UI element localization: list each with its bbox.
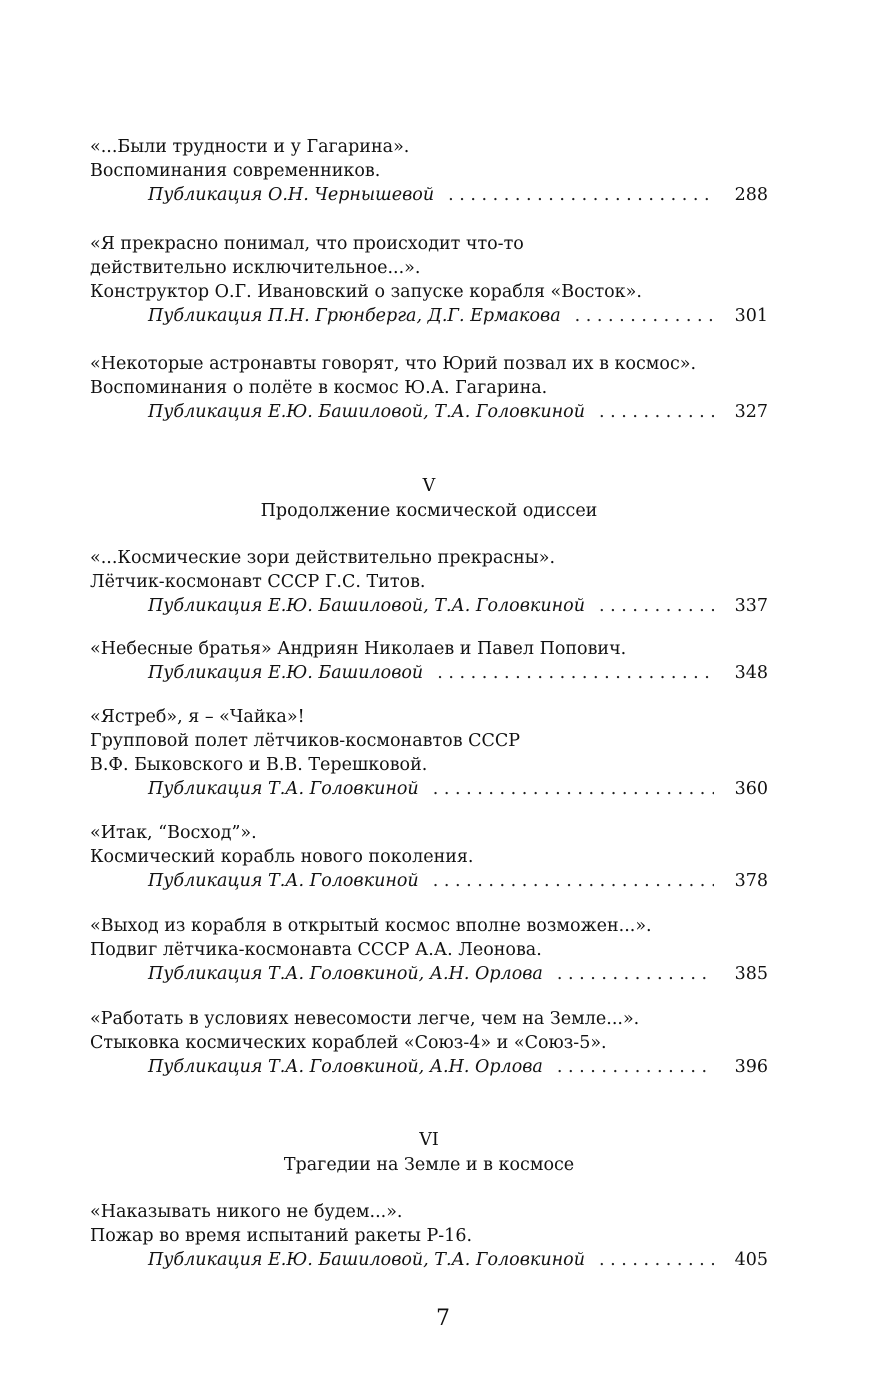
entry-publication-row bbox=[90, 183, 768, 207]
dot-leader bbox=[557, 962, 714, 986]
entry-author: Публикация Т.А. Головкиной, А.Н. Орлова bbox=[148, 1057, 543, 1077]
entry-title-line: «Выход из корабля в открытый космос вполне возможен...». bbox=[90, 916, 652, 936]
entry-author: Публикация Е.Ю. Башиловой, Т.А. Головкиной bbox=[148, 596, 585, 616]
entry-author: Публикация Т.А. Головкиной bbox=[148, 871, 419, 891]
section-numeral: VI bbox=[419, 1130, 439, 1150]
entry-author: Публикация Е.Ю. Башиловой, Т.А. Головкиной bbox=[148, 402, 585, 422]
entry-title-line: Воспоминания о полёте в космос Ю.А. Гагарина. bbox=[90, 378, 548, 398]
entry-publication-row bbox=[90, 400, 768, 424]
toc-entry bbox=[90, 637, 768, 685]
toc-entry bbox=[90, 1007, 768, 1079]
section-title: Трагедии на Земле и в космосе bbox=[283, 1155, 575, 1175]
dot-leader bbox=[599, 1248, 714, 1272]
section-heading bbox=[90, 474, 768, 524]
toc-entry bbox=[90, 705, 768, 801]
entry-page-number: 360 bbox=[734, 779, 768, 799]
entry-title-line: Космический корабль нового поколения. bbox=[90, 847, 474, 867]
entry-title-line: Групповой полет лётчиков-космонавтов СССР bbox=[90, 731, 521, 751]
toc-entry bbox=[90, 135, 768, 207]
entry-author: Публикация Т.А. Головкиной bbox=[148, 779, 419, 799]
toc-entry bbox=[90, 232, 768, 328]
entry-title-line: Стыковка космических кораблей «Союз-4» и «Союз-5». bbox=[90, 1033, 607, 1053]
dot-leader bbox=[599, 594, 714, 618]
entry-publication-row bbox=[90, 777, 768, 801]
entry-title-line: «Небесные братья» Андриян Николаев и Павел Попович. bbox=[90, 639, 627, 659]
entry-title-line: «Итак, “Восход”». bbox=[90, 823, 257, 843]
section-title: Продолжение космической одиссеи bbox=[260, 501, 598, 521]
entry-author: Публикация Т.А. Головкиной, А.Н. Орлова bbox=[148, 964, 543, 984]
entry-title-line: «...Были трудности и у Гагарина». bbox=[90, 137, 410, 157]
dot-leader bbox=[599, 400, 714, 424]
entry-title-line: действительно исключительное...». bbox=[90, 258, 421, 278]
entry-publication-row bbox=[90, 1248, 768, 1272]
entry-page-number: 396 bbox=[734, 1057, 768, 1077]
entry-title-line: Подвиг лётчика-космонавта СССР А.А. Леонова. bbox=[90, 940, 542, 960]
entry-page-number: 301 bbox=[734, 306, 768, 326]
entry-title-line: «...Космические зори действительно прекрасны». bbox=[90, 548, 556, 568]
entry-title-line: Конструктор О.Г. Ивановский о запуске корабля «Восток». bbox=[90, 282, 642, 302]
section-numeral: V bbox=[422, 476, 436, 496]
entry-title-line: Пожар во время испытаний ракеты Р-16. bbox=[90, 1226, 473, 1246]
entry-title-line: «Я прекрасно понимал, что происходит что-то bbox=[90, 234, 524, 254]
dot-leader bbox=[433, 777, 714, 801]
entry-author: Публикация Е.Ю. Башиловой, Т.А. Головкиной bbox=[148, 1250, 585, 1270]
toc-entry bbox=[90, 914, 768, 986]
toc-entry bbox=[90, 352, 768, 424]
entry-publication-row bbox=[90, 869, 768, 893]
entry-title-line: В.Ф. Быковского и В.В. Терешковой. bbox=[90, 755, 428, 775]
entry-title-line: «Некоторые астронавты говорят, что Юрий позвал их в космос». bbox=[90, 354, 697, 374]
entry-author: Публикация П.Н. Грюнберга, Д.Г. Ермакова bbox=[148, 306, 561, 326]
entry-page-number: 378 bbox=[734, 871, 768, 891]
entry-title-line: «Наказывать никого не будем...». bbox=[90, 1202, 403, 1222]
entry-publication-row bbox=[90, 962, 768, 986]
dot-leader bbox=[557, 1055, 714, 1079]
entry-publication-row bbox=[90, 304, 768, 328]
dot-leader bbox=[433, 869, 714, 893]
section-heading bbox=[90, 1128, 768, 1178]
entry-title-line: «Работать в условиях невесомости легче, чем на Земле...». bbox=[90, 1009, 640, 1029]
toc-entry bbox=[90, 821, 768, 893]
entry-page-number: 348 bbox=[734, 663, 768, 683]
entry-page-number: 288 bbox=[734, 185, 768, 205]
entry-page-number: 405 bbox=[734, 1250, 768, 1270]
entry-title-line: Лётчик-космонавт СССР Г.С. Титов. bbox=[90, 572, 426, 592]
toc-entry bbox=[90, 1200, 768, 1272]
entry-publication-row bbox=[90, 1055, 768, 1079]
entry-title-line: «Ястреб», я – «Чайка»! bbox=[90, 707, 305, 727]
entry-title-line: Воспоминания современников. bbox=[90, 161, 381, 181]
dot-leader bbox=[448, 183, 714, 207]
toc-entry bbox=[90, 546, 768, 618]
entry-publication-row bbox=[90, 594, 768, 618]
entry-author: Публикация О.Н. Чернышевой bbox=[148, 185, 435, 205]
entry-page-number: 337 bbox=[734, 596, 768, 616]
dot-leader bbox=[575, 304, 714, 328]
entry-page-number: 385 bbox=[734, 964, 768, 984]
entry-page-number: 327 bbox=[734, 402, 768, 422]
page-number: 7 bbox=[436, 1306, 450, 1331]
entry-author: Публикация Е.Ю. Башиловой bbox=[148, 663, 424, 683]
entry-publication-row bbox=[90, 661, 768, 685]
dot-leader bbox=[437, 661, 714, 685]
